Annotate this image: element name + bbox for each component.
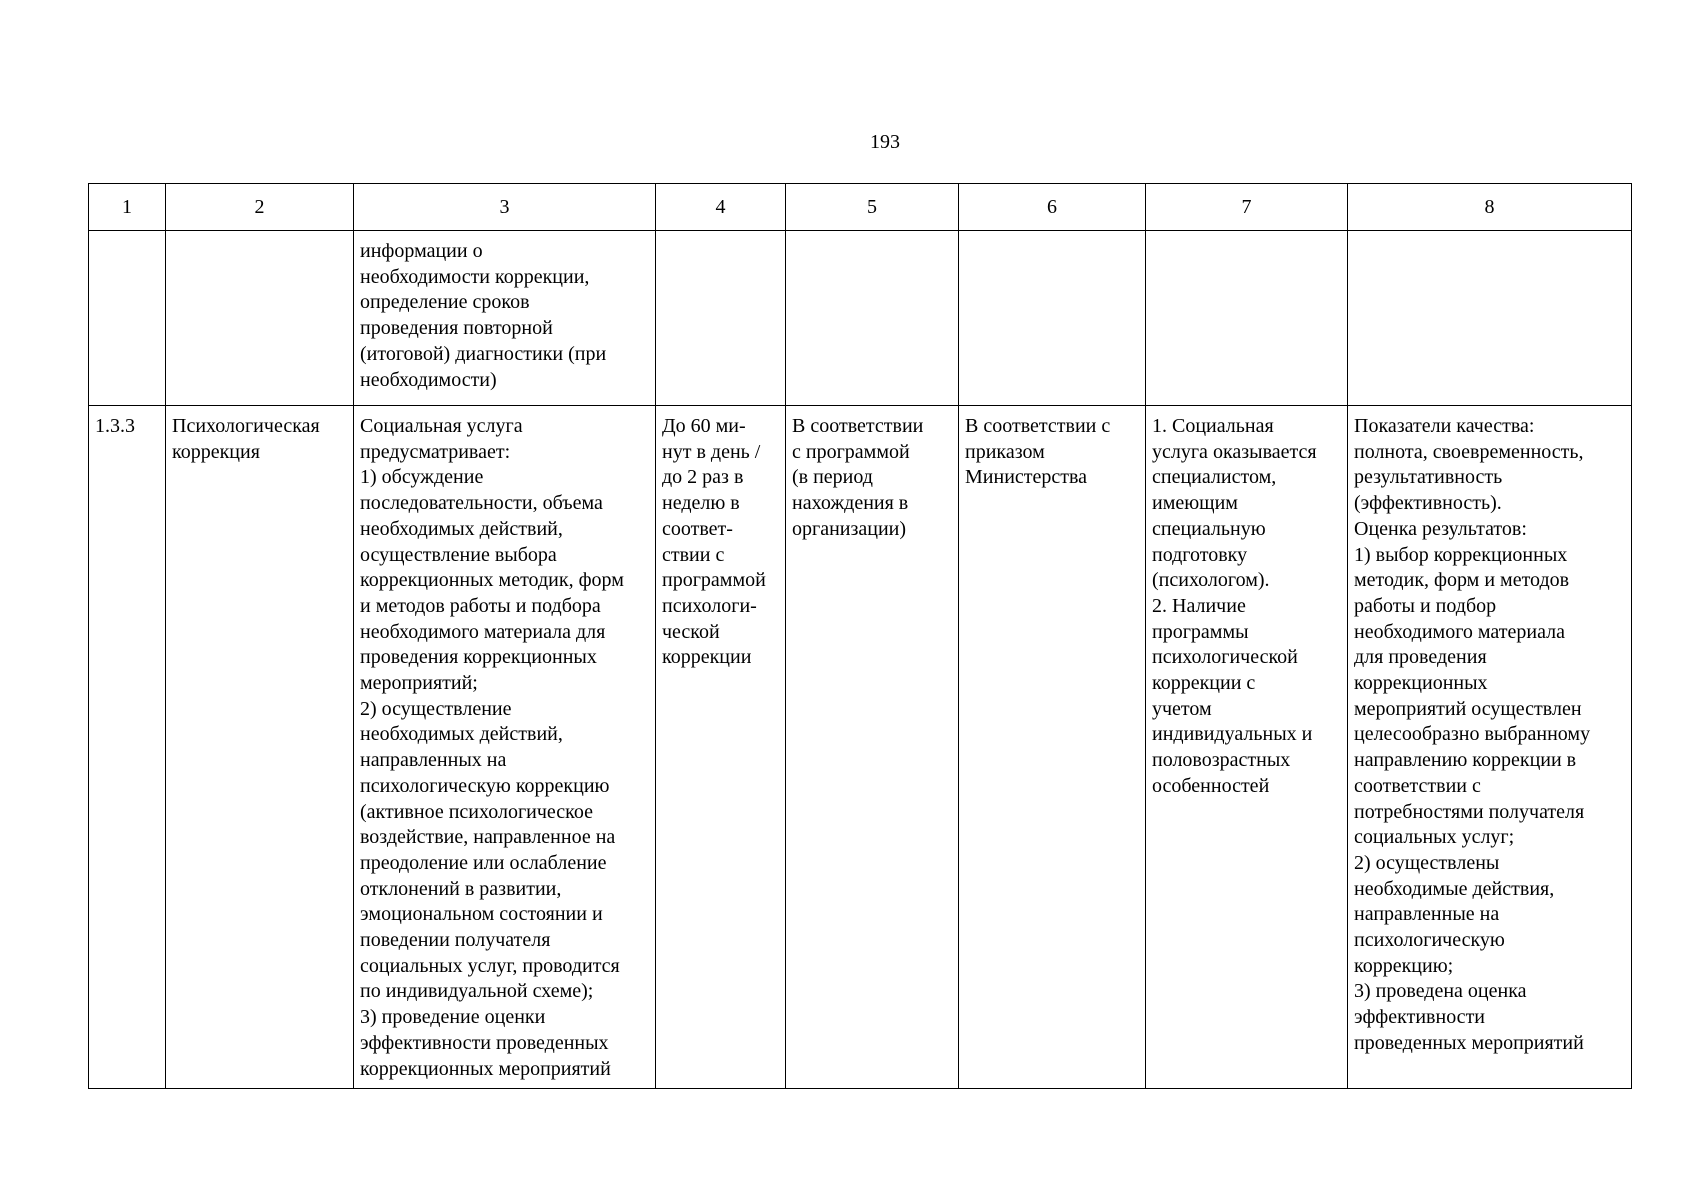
column-header: 2: [166, 184, 354, 231]
table-cell: [656, 231, 786, 406]
column-header: 5: [786, 184, 959, 231]
table-cell: [786, 231, 959, 406]
column-header: 3: [354, 184, 656, 231]
table-cell: [89, 231, 166, 406]
service-quality-cell: Показатели качества: полнота, своевременность, результативность (эффективность). Оценка результатов: 1) выбор коррекционных методик, форм и методов работы и подбор необходимого материала для проведения коррекционных мероприятий осуществлен целесообразно выбранному направлению коррекции в соответствии с потребностями получателя социальных услуг; 2) осуществлены необходимые действия, направленные на психологическую коррекцию; 3) проведена оценка эффективности проведенных мероприятий: [1348, 406, 1632, 1089]
table-header-row: [89, 184, 1632, 231]
service-name-cell: Психологическая коррекция: [166, 406, 354, 1089]
service-number-cell: 1.3.3: [89, 406, 166, 1089]
table-cell: информации о необходимости коррекции, определение сроков проведения повторной (итоговой) диагностики (при необходимости): [354, 231, 656, 406]
page-number: 193: [870, 131, 900, 153]
service-cost-cell: В соответствии с приказом Министерства: [959, 406, 1146, 1089]
service-period-cell: В соответствии с программой (в период нахождения в организации): [786, 406, 959, 1089]
service-duration-cell: До 60 ми- нут в день / до 2 раз в неделю в соответ- ствии с программой психологи- ческой коррекции: [656, 406, 786, 1089]
table-row: [89, 231, 1632, 406]
column-header: 6: [959, 184, 1146, 231]
service-description-cell: Социальная услуга предусматривает: 1) обсуждение последовательности, объема необходимых действий, осуществление выбора коррекционных методик, форм и методов работы и подбора необходимого материала для проведения коррекционных мероприятий; 2) осуществление необходимых действий, направленных на психологическую коррекцию (активное психологическое воздействие, направленное на преодоление или ослабление отклонений в развитии, эмоциональном состоянии и поведении получателя социальных услуг, проводится по индивидуальной схеме); 3) проведение оценки эффективности проведенных коррекционных мероприятий: [354, 406, 656, 1089]
table-cell: [1146, 231, 1348, 406]
services-table: [88, 183, 1632, 1089]
service-conditions-cell: 1. Социальная услуга оказывается специалистом, имеющим специальную подготовку (психологом). 2. Наличие программы психологической коррекции с учетом индивидуальных и половозрастных особенностей: [1146, 406, 1348, 1089]
table-cell: [959, 231, 1146, 406]
table-cell: [1348, 231, 1632, 406]
table-cell: [166, 231, 354, 406]
column-header: 1: [89, 184, 166, 231]
column-header: 4: [656, 184, 786, 231]
table-row: [89, 406, 1632, 1089]
column-header: 8: [1348, 184, 1632, 231]
column-header: 7: [1146, 184, 1348, 231]
